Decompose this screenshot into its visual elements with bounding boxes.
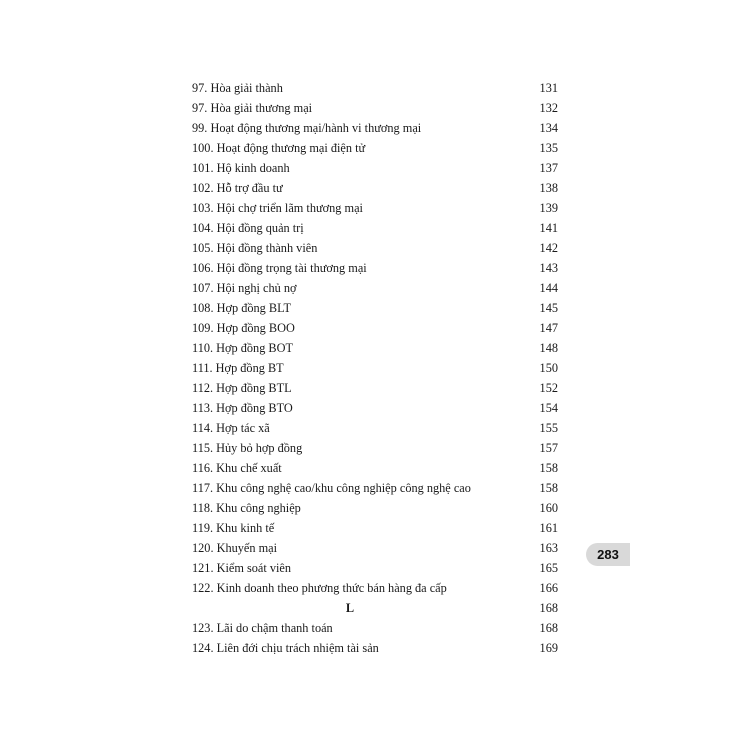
toc-entry-page: 158 (539, 461, 558, 475)
toc-entry-title: 101. Hộ kinh doanh (192, 161, 290, 175)
toc-entry-title: 111. Hợp đồng BT (192, 361, 284, 375)
toc-entry-title: 105. Hội đồng thành viên (192, 241, 318, 255)
toc-entry-page: 169 (539, 641, 558, 655)
page-number-badge: 283 (586, 543, 630, 566)
toc-entry-page: 135 (539, 141, 558, 155)
toc-entry-page: 158 (539, 481, 558, 495)
toc-entry-page: 132 (539, 101, 558, 115)
toc-entry (192, 98, 558, 118)
toc-entry-page: 155 (539, 421, 558, 435)
toc-entry-page: 147 (539, 321, 558, 335)
toc-entry (192, 578, 558, 598)
toc-entry-page: 148 (539, 341, 558, 355)
toc-entry-title: 114. Hợp tác xã (192, 421, 270, 435)
toc-entry-title: 109. Hợp đồng BOO (192, 321, 295, 335)
toc-entry (192, 138, 558, 158)
toc-entry (192, 498, 558, 518)
toc-entry (192, 198, 558, 218)
toc-entry (192, 618, 558, 638)
toc-entry (192, 558, 558, 578)
toc-entry-page: 154 (539, 401, 558, 415)
toc-entry-page: 150 (539, 361, 558, 375)
toc-entry (192, 518, 558, 538)
toc-entry (192, 458, 558, 478)
toc-entry-title: 120. Khuyến mại (192, 541, 278, 555)
toc-entry-page: 141 (539, 221, 558, 235)
toc-entry-title: 108. Hợp đồng BLT (192, 301, 291, 315)
toc-entry-title: 123. Lãi do chậm thanh toán (192, 621, 333, 635)
toc-entry-page: 168 (539, 621, 558, 635)
toc-entry-page: 161 (539, 521, 558, 535)
toc-entry (192, 638, 558, 658)
toc-entry (192, 178, 558, 198)
toc-entry-title: 124. Liên đới chịu trách nhiệm tài sản (192, 641, 379, 655)
toc-entry (192, 298, 558, 318)
toc-entry-page: 145 (539, 301, 558, 315)
toc-entry-page: 143 (539, 261, 558, 275)
toc-entry (192, 478, 558, 498)
toc-entry (192, 398, 558, 418)
toc-entry-title: 121. Kiểm soát viên (192, 561, 292, 575)
toc-entry-page: 157 (539, 441, 558, 455)
toc-entry-title: 113. Hợp đồng BTO (192, 401, 293, 415)
toc-entry (192, 318, 558, 338)
toc-entry-page: 144 (539, 281, 558, 295)
toc-entry-page: 138 (539, 181, 558, 195)
toc-entry (192, 78, 558, 98)
toc-entry (192, 378, 558, 398)
toc-entry-page: 160 (539, 501, 558, 515)
toc-entry-page: 152 (539, 381, 558, 395)
toc-entry (192, 418, 558, 438)
toc-entry-page: 139 (539, 201, 558, 215)
toc-entry-title: 100. Hoạt động thương mại điện tử (192, 141, 366, 155)
toc-entry-page: 165 (539, 561, 558, 575)
toc-entry (192, 538, 558, 558)
toc-entry-title: 97. Hòa giải thương mại (192, 101, 313, 115)
toc-entry-title: 107. Hội nghị chủ nợ (192, 281, 297, 295)
toc-section-letter: L (345, 601, 355, 615)
toc-entry (192, 438, 558, 458)
toc-entry (192, 158, 558, 178)
toc-entry-title: 99. Hoạt động thương mại/hành vi thương mại (192, 121, 422, 135)
toc-entry-page: 166 (539, 581, 558, 595)
toc-entry (192, 218, 558, 238)
toc-entry-title: 97. Hòa giải thành (192, 81, 283, 95)
toc-section-heading (192, 598, 558, 618)
toc-entry-page: 168 (539, 601, 558, 615)
toc-entry-title: 122. Kinh doanh theo phương thức bán hàng đa cấp (192, 581, 447, 595)
toc-entry (192, 118, 558, 138)
toc-entry-title: 110. Hợp đồng BOT (192, 341, 294, 355)
toc-entry-title: 104. Hội đồng quản trị (192, 221, 304, 235)
toc-entry-page: 137 (539, 161, 558, 175)
toc-entry-title: 103. Hội chợ triển lãm thương mại (192, 201, 363, 215)
toc-entry (192, 278, 558, 298)
toc-entry-page: 163 (539, 541, 558, 555)
toc-entry-title: 116. Khu chế xuất (192, 461, 282, 475)
table-of-contents (192, 78, 558, 658)
toc-entry (192, 338, 558, 358)
toc-entry-title: 117. Khu công nghệ cao/khu công nghiệp công nghệ cao (192, 481, 471, 495)
toc-entry (192, 258, 558, 278)
toc-entry-title: 119. Khu kinh tế (192, 521, 275, 535)
toc-entry-title: 118. Khu công nghiệp (192, 501, 301, 515)
toc-entry (192, 358, 558, 378)
toc-entry-page: 142 (539, 241, 558, 255)
toc-entry-page: 134 (539, 121, 558, 135)
toc-entry-title: 115. Hủy bỏ hợp đồng (192, 441, 303, 455)
toc-entry-title: 106. Hội đồng trọng tài thương mại (192, 261, 367, 275)
toc-entry-title: 102. Hỗ trợ đầu tư (192, 181, 283, 195)
toc-entry-page: 131 (539, 81, 558, 95)
toc-entry (192, 238, 558, 258)
toc-entry-title: 112. Hợp đồng BTL (192, 381, 292, 395)
